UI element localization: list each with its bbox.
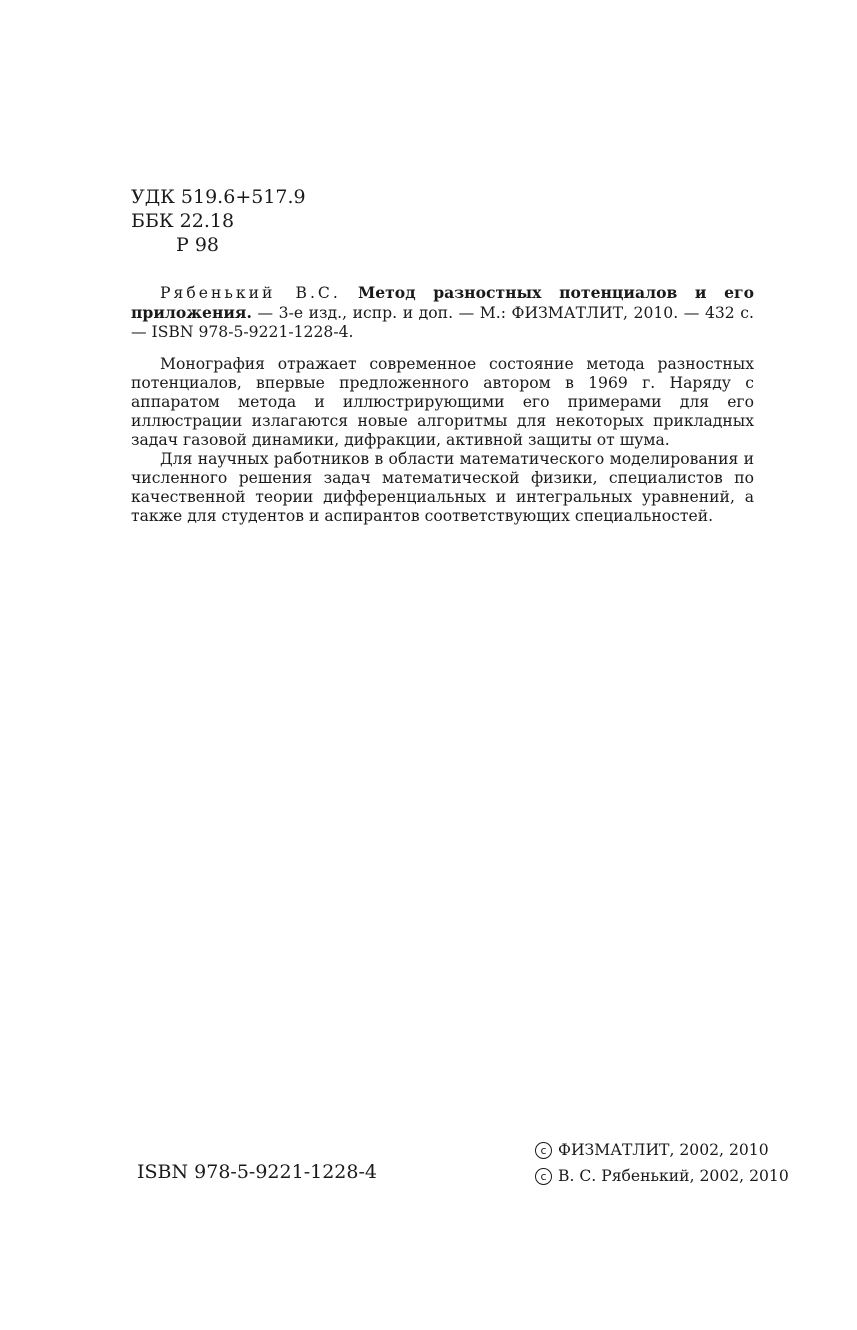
copyright-icon: c xyxy=(535,1168,552,1185)
copyright-author: В. С. Рябенький, 2002, 2010 xyxy=(558,1167,789,1185)
copyright-line-author xyxy=(535,1163,789,1189)
record-title: Метод разностных потенциалов и его приложения. xyxy=(131,283,754,322)
classification-block xyxy=(131,185,306,257)
copyright-line-publisher xyxy=(535,1137,789,1163)
copyright-icon: c xyxy=(535,1142,552,1159)
bibliographic-record xyxy=(131,283,754,342)
record-author: Рябенький В.С. xyxy=(160,284,341,302)
footer-isbn: ISBN 978-5-9221-1228-4 xyxy=(137,1161,377,1183)
annotation-block xyxy=(131,355,754,526)
annotation-paragraph-1: Монография отражает современное состояние метода разностных потенциалов, впервые предложенного автором в 1969 г. Наряду с аппаратом метода и иллюстрирующими его примерами для его иллюстрации излагаются новые алгоритмы для некоторых прикладных задач газовой динамики, дифракции, активной защиты от шума. xyxy=(131,355,754,449)
copyright-publisher: ФИЗМАТЛИТ, 2002, 2010 xyxy=(558,1141,769,1159)
author-mark: Р 98 xyxy=(176,234,220,256)
annotation-paragraph-2: Для научных работников в области математического моделирования и численного решения задач математической физики, специалистов по качественной теории дифференциальных и интегральных уравнений, а также для студентов и аспирантов соответствующих специальностей. xyxy=(131,450,754,525)
copyright-notices xyxy=(535,1137,789,1189)
bbk-code: ББК 22.18 xyxy=(131,210,235,232)
record-paragraph xyxy=(131,283,754,342)
udk-code: УДК 519.6+517.9 xyxy=(131,186,306,208)
record-details: — 3-е изд., испр. и доп. — М.: ФИЗМАТЛИТ, 2010. — 432 с. — ISBN 978-5-9221-1228-4. xyxy=(131,304,754,341)
